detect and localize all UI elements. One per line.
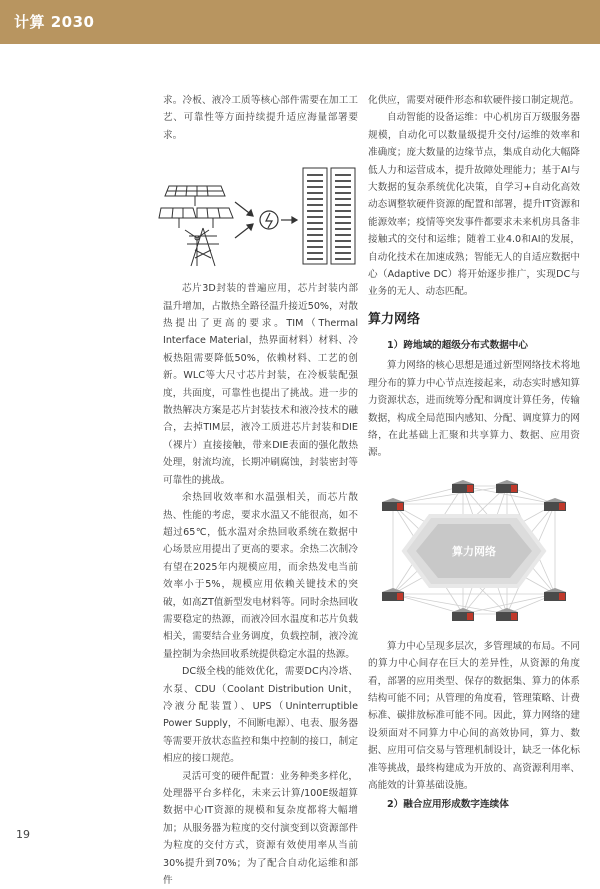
- rack-slot: [307, 234, 323, 236]
- rack-slot: [307, 216, 323, 218]
- rack-slot: [335, 210, 351, 212]
- cooling-figure: [163, 158, 358, 268]
- rack-slot: [307, 240, 323, 242]
- rack-slot: [307, 228, 323, 230]
- rack-slot: [307, 210, 323, 212]
- network-label: 算力网络: [452, 544, 496, 558]
- rack-slot: [335, 222, 351, 224]
- arrow-icon: [235, 202, 253, 238]
- rack-slot: [335, 246, 351, 248]
- rack-slot: [335, 204, 351, 206]
- section-heading: 算力网络: [368, 311, 421, 327]
- rack-slot: [335, 198, 351, 200]
- rack-slot: [307, 204, 323, 206]
- left-column: [163, 92, 358, 889]
- right-column: [368, 92, 580, 817]
- page-number: 19: [16, 828, 30, 841]
- rack-slot: [335, 234, 351, 236]
- rack-slot: [307, 180, 323, 182]
- rack-slot: [307, 222, 323, 224]
- rack-slot: [335, 252, 351, 254]
- left-paragraph-5: 灵活可变的硬件配置：业务种类多样化，处理器平台多样化，未来云计算/100E级超算数据中心IT资源的规模和复杂度都将大幅增加；从服务器为粒度的交付演变到以资源部件为粒度的交付方式，资源有效使用率从当前30%提升到70%；为了配合自动化运维和部件: [163, 770, 358, 887]
- network-link: [393, 486, 507, 504]
- rack-slot: [335, 240, 351, 242]
- datacenter-icon: [452, 608, 474, 621]
- power-circle-icon: [260, 211, 278, 229]
- datacenter-icon: [382, 498, 404, 511]
- rack-slot: [335, 228, 351, 230]
- left-paragraph-1: 求。冷板、液冷工质等核心部件需要在加工工艺、可靠性等方面持续提升适应海量部署要求。: [163, 95, 358, 141]
- left-paragraph-3: 余热回收效率和水温强相关，而芯片散热、性能的考虑，要求水温又不能很高，如不超过65℃，低水温对余热回收系统在数据中心场景应用提出了更高的要求。余热二次制冷有望在2025年内规模应用，而余热发电当前效率小于5%，规模应用依赖关键技术的突破，如高ZT值新型发电材料等。同时余热回收需要稳定的热源，而液冷回水温度和芯片负载相关，需要结合业务调度，负载控制，液冷流量控制为余热回收系统提供稳定水温的热源。: [163, 492, 358, 660]
- solar-to-rack-illustration: [163, 158, 358, 268]
- left-paragraph-2: 芯片3D封装的普遍应用，芯片封装内部温升增加，占散热全路径温升接近50%，对散热提出了更高的要求。TIM（Thermal Interface Material，热界面材料）材料、冷板热阻需要降低50%，依赖材料、工艺的创新。WLC等大尺寸芯片封装，在冷板装配强度，共面度，可靠性也提出了挑战。进一步的散热解决方案是芯片封装技术和液冷技术的融合，去掉TIM层，液冷工质进芯片封装和DIE（裸片）直接接触，带来DIE表面的强化散热处理，射流均流，长期冲刷腐蚀，封装密封等可靠性的挑战。: [163, 283, 358, 486]
- rack-slot: [335, 186, 351, 188]
- left-paragraph-4: DC级全栈的能效优化，需要DC内冷塔、水泵、CDU（Coolant Distribution Unit，冷液分配装置）、UPS（Uninterruptible Power Supply，不间断电源）、电表、服务器等需要开放状态监控和集中控制的接口，制定相应的接口规范。: [163, 666, 358, 765]
- rack-slots: [307, 174, 351, 260]
- right-paragraph-3: 算力网络的核心思想是通过新型网络技术将地理分布的算力中心节点连接起来，动态实时感知算力资源状态，进而统筹分配和调度计算任务，传输数据，构成全局范围内感知、分配、调度算力的网络，在此基础上汇聚和共享算力、数据、应用资源。: [368, 360, 580, 459]
- rack-slot: [335, 192, 351, 194]
- rack-slot: [335, 180, 351, 182]
- rack-slot: [307, 252, 323, 254]
- rack-slot: [307, 192, 323, 194]
- datacenter-icon: [544, 498, 566, 511]
- datacenter-icon: [452, 480, 474, 493]
- rack-slot: [307, 198, 323, 200]
- rack-slot: [307, 186, 323, 188]
- subsection-heading-2: 2）融合应用形成数字连续体: [387, 799, 509, 811]
- header-bar: [0, 0, 600, 44]
- compute-network-diagram: [368, 476, 580, 626]
- rack-slot: [307, 246, 323, 248]
- right-paragraph-2: 自动智能的设备运维：中心机房百万级服务器规模，自动化可以数量级提升交付/运维的效率和准确度；庞大数量的边缘节点，集成自动化大幅降低人力和运营成本，提升故障处理能力；基于AI与大数据的复杂系统优化决策，自学习+自动化高效动态调整软硬件资源的配置和部署，提升IT资源和能源效率；疫情等突发事件都要求未来机房具备非接触式的交付和运维；随着工业4.0和AI的发展，自动化技术在加速成熟；智能无人的自适应数据中心（Adaptive DC）将开始逐步推广，实现DC与业务的无人、动态匹配。: [368, 112, 580, 298]
- datacenter-icon: [496, 480, 518, 493]
- right-paragraph-4: 算力中心呈现多层次，多管理域的布局。不同的算力中心间存在巨大的差异性，从资源的角度看，部署的应用类型、保存的数据集、算力的体系结构可能不同；从管理的角度看，管理策略、计费标准、碳排放标准可能不同。因此，算力网络的建设须面对不同算力中心间的高效协同，算力、数据、应用可信交易与管理机制设计，缺乏一体化标准等挑战，最终构建成为开放的、高资源利用率、高能效的计算基础设施。: [368, 640, 580, 791]
- rack-slot: [335, 216, 351, 218]
- rack-slot: [335, 174, 351, 176]
- datacenter-icon: [496, 608, 518, 621]
- compute-network-figure: [368, 476, 580, 626]
- rack-slot: [307, 258, 323, 260]
- header-title: 计算 2030: [14, 13, 95, 31]
- rack-slot: [335, 258, 351, 260]
- arrow-right-icon: [281, 217, 297, 223]
- right-paragraph-1: 化供应，需要对硬件形态和软硬件接口制定规范。: [368, 95, 580, 106]
- solar-panel-icon: [159, 186, 233, 228]
- rack-slot: [307, 174, 323, 176]
- subsection-heading-1: 1）跨地域的超级分布式数据中心: [387, 339, 528, 351]
